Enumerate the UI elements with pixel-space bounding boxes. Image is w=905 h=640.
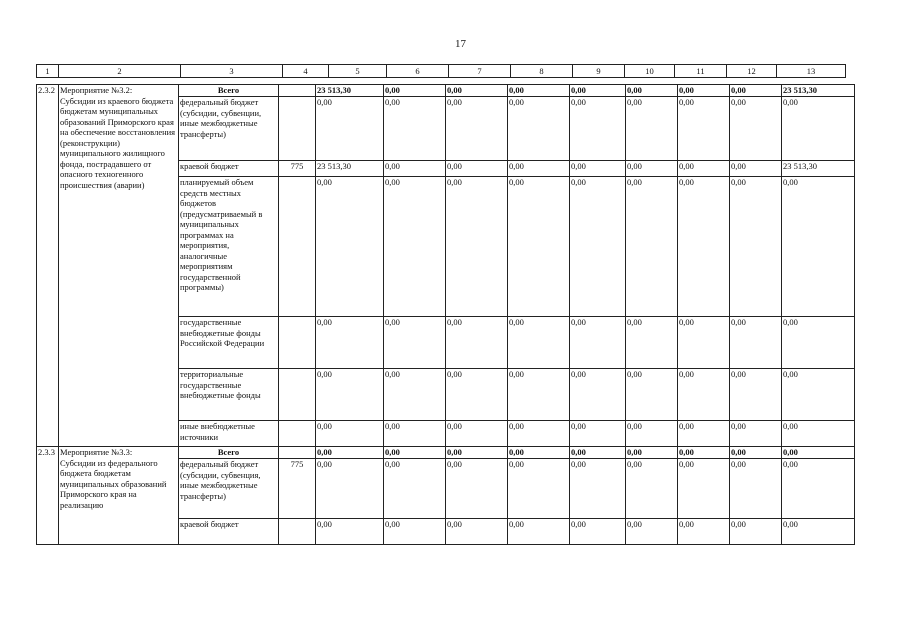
amount-cell: 0,00 — [446, 519, 508, 545]
amount-cell: 0,00 — [316, 447, 384, 459]
amount-cell: 0,00 — [446, 459, 508, 519]
amount-cell: 0,00 — [316, 177, 384, 317]
amount-cell: 0,00 — [316, 97, 384, 161]
header-col: 4 — [283, 65, 329, 77]
amount-cell: 0,00 — [316, 519, 384, 545]
amount-cell: 0,00 — [570, 421, 626, 447]
amount-cell: 0,00 — [730, 519, 782, 545]
budget-code — [279, 317, 316, 369]
amount-cell: 0,00 — [316, 317, 384, 369]
amount-cell: 0,00 — [570, 369, 626, 421]
amount-cell: 0,00 — [678, 519, 730, 545]
amount-cell: 0,00 — [678, 459, 730, 519]
amount-cell: 0,00 — [384, 519, 446, 545]
amount-cell: 0,00 — [626, 161, 678, 177]
funding-source: Всего — [179, 85, 279, 97]
amount-cell: 23 513,30 — [316, 161, 384, 177]
amount-cell: 0,00 — [730, 97, 782, 161]
amount-cell: 0,00 — [508, 519, 570, 545]
amount-cell: 0,00 — [570, 161, 626, 177]
funding-source: территориальные государственные внебюджетные фонды — [179, 369, 279, 421]
amount-cell: 0,00 — [508, 317, 570, 369]
funding-source: федеральный бюджет (субсидии, субвенция, иные межбюджетные трансферты) — [179, 459, 279, 519]
header-col: 10 — [625, 65, 675, 77]
amount-cell: 0,00 — [626, 177, 678, 317]
amount-cell: 0,00 — [678, 317, 730, 369]
budget-code — [279, 447, 316, 459]
amount-cell: 23 513,30 — [782, 85, 855, 97]
item-id: 2.3.3 — [37, 447, 59, 545]
amount-cell: 0,00 — [626, 97, 678, 161]
funding-source: планируемый объем средств местных бюджетов (предусматриваемый в муниципальных программах на мероприятия, аналогичные мероприятиям государственной программы) — [179, 177, 279, 317]
funding-source: Всего — [179, 447, 279, 459]
amount-cell: 0,00 — [384, 369, 446, 421]
amount-cell: 0,00 — [782, 519, 855, 545]
header-col: 11 — [675, 65, 727, 77]
header-col: 6 — [387, 65, 449, 77]
amount-cell: 0,00 — [508, 369, 570, 421]
amount-cell: 0,00 — [570, 97, 626, 161]
budget-code — [279, 85, 316, 97]
header-col: 5 — [329, 65, 387, 77]
amount-cell: 0,00 — [384, 459, 446, 519]
amount-cell: 0,00 — [678, 447, 730, 459]
amount-cell: 0,00 — [730, 161, 782, 177]
amount-cell: 0,00 — [782, 447, 855, 459]
budget-code — [279, 421, 316, 447]
amount-cell: 23 513,30 — [316, 85, 384, 97]
header-col: 2 — [59, 65, 181, 77]
budget-table — [36, 84, 855, 545]
amount-cell: 0,00 — [626, 369, 678, 421]
amount-cell: 0,00 — [626, 459, 678, 519]
amount-cell: 0,00 — [626, 421, 678, 447]
budget-code: 775 — [279, 161, 316, 177]
amount-cell: 0,00 — [384, 177, 446, 317]
budget-code — [279, 519, 316, 545]
funding-source: государственные внебюджетные фонды Российской Федерации — [179, 317, 279, 369]
amount-cell: 0,00 — [626, 317, 678, 369]
amount-cell: 0,00 — [626, 519, 678, 545]
funding-source: краевой бюджет — [179, 161, 279, 177]
item-title: Мероприятие №3.3: Субсидии из федерального бюджета бюджетам муниципальных образований Приморского края на реализацию — [59, 447, 179, 545]
amount-cell: 0,00 — [570, 317, 626, 369]
column-number-header — [36, 64, 846, 78]
amount-cell: 0,00 — [678, 421, 730, 447]
amount-cell: 0,00 — [570, 447, 626, 459]
amount-cell: 0,00 — [782, 177, 855, 317]
amount-cell: 0,00 — [384, 317, 446, 369]
amount-cell: 0,00 — [446, 317, 508, 369]
amount-cell: 0,00 — [508, 161, 570, 177]
header-col: 12 — [727, 65, 777, 77]
amount-cell: 0,00 — [678, 85, 730, 97]
budget-code: 775 — [279, 459, 316, 519]
amount-cell: 0,00 — [508, 459, 570, 519]
amount-cell: 0,00 — [384, 85, 446, 97]
amount-cell: 0,00 — [730, 421, 782, 447]
amount-cell: 0,00 — [782, 459, 855, 519]
amount-cell: 0,00 — [384, 447, 446, 459]
amount-cell: 0,00 — [782, 421, 855, 447]
amount-cell: 0,00 — [730, 317, 782, 369]
item-title: Мероприятие №3.2: Субсидии из краевого бюджета бюджетам муниципальных образований Приморского края на обеспечение восстановления (реконструкции) муниципального жилищного фонда, пострадавшего от опасного техногенного происшествия (аварии) — [59, 85, 179, 447]
budget-code — [279, 177, 316, 317]
amount-cell: 0,00 — [570, 85, 626, 97]
header-col: 8 — [511, 65, 573, 77]
amount-cell: 0,00 — [446, 447, 508, 459]
amount-cell: 0,00 — [730, 177, 782, 317]
amount-cell: 0,00 — [570, 459, 626, 519]
amount-cell: 0,00 — [570, 177, 626, 317]
amount-cell: 0,00 — [626, 85, 678, 97]
amount-cell: 0,00 — [730, 459, 782, 519]
item-id: 2.3.2 — [37, 85, 59, 447]
amount-cell: 0,00 — [678, 369, 730, 421]
amount-cell: 0,00 — [570, 519, 626, 545]
budget-code — [279, 97, 316, 161]
amount-cell: 0,00 — [446, 177, 508, 317]
header-col: 1 — [37, 65, 59, 77]
header-col: 3 — [181, 65, 283, 77]
amount-cell: 0,00 — [678, 177, 730, 317]
amount-cell: 0,00 — [384, 421, 446, 447]
amount-cell: 0,00 — [508, 177, 570, 317]
funding-source: краевой бюджет — [179, 519, 279, 545]
amount-cell: 0,00 — [508, 85, 570, 97]
header-col: 9 — [573, 65, 625, 77]
amount-cell: 0,00 — [384, 97, 446, 161]
amount-cell: 0,00 — [384, 161, 446, 177]
amount-cell: 0,00 — [446, 421, 508, 447]
amount-cell: 0,00 — [446, 97, 508, 161]
header-col: 13 — [806, 66, 816, 76]
table-row — [37, 85, 855, 97]
amount-cell: 0,00 — [316, 421, 384, 447]
amount-cell: 0,00 — [730, 369, 782, 421]
budget-code — [279, 369, 316, 421]
funding-source: федеральный бюджет (субсидии, субвенции, иные межбюджетные трансферты) — [179, 97, 279, 161]
amount-cell: 0,00 — [730, 85, 782, 97]
funding-source: иные внебюджетные источники — [179, 421, 279, 447]
amount-cell: 0,00 — [316, 369, 384, 421]
amount-cell: 0,00 — [626, 447, 678, 459]
page-number: 17 — [455, 38, 466, 50]
amount-cell: 0,00 — [316, 459, 384, 519]
amount-cell: 0,00 — [508, 421, 570, 447]
amount-cell: 23 513,30 — [782, 161, 855, 177]
amount-cell: 0,00 — [446, 161, 508, 177]
amount-cell: 0,00 — [446, 85, 508, 97]
amount-cell: 0,00 — [508, 447, 570, 459]
amount-cell: 0,00 — [446, 369, 508, 421]
amount-cell: 0,00 — [678, 97, 730, 161]
amount-cell: 0,00 — [730, 447, 782, 459]
table-row — [37, 447, 855, 459]
amount-cell: 0,00 — [782, 317, 855, 369]
amount-cell: 0,00 — [678, 161, 730, 177]
amount-cell: 0,00 — [508, 97, 570, 161]
amount-cell: 0,00 — [782, 369, 855, 421]
header-col: 7 — [449, 65, 511, 77]
amount-cell: 0,00 — [782, 97, 855, 161]
